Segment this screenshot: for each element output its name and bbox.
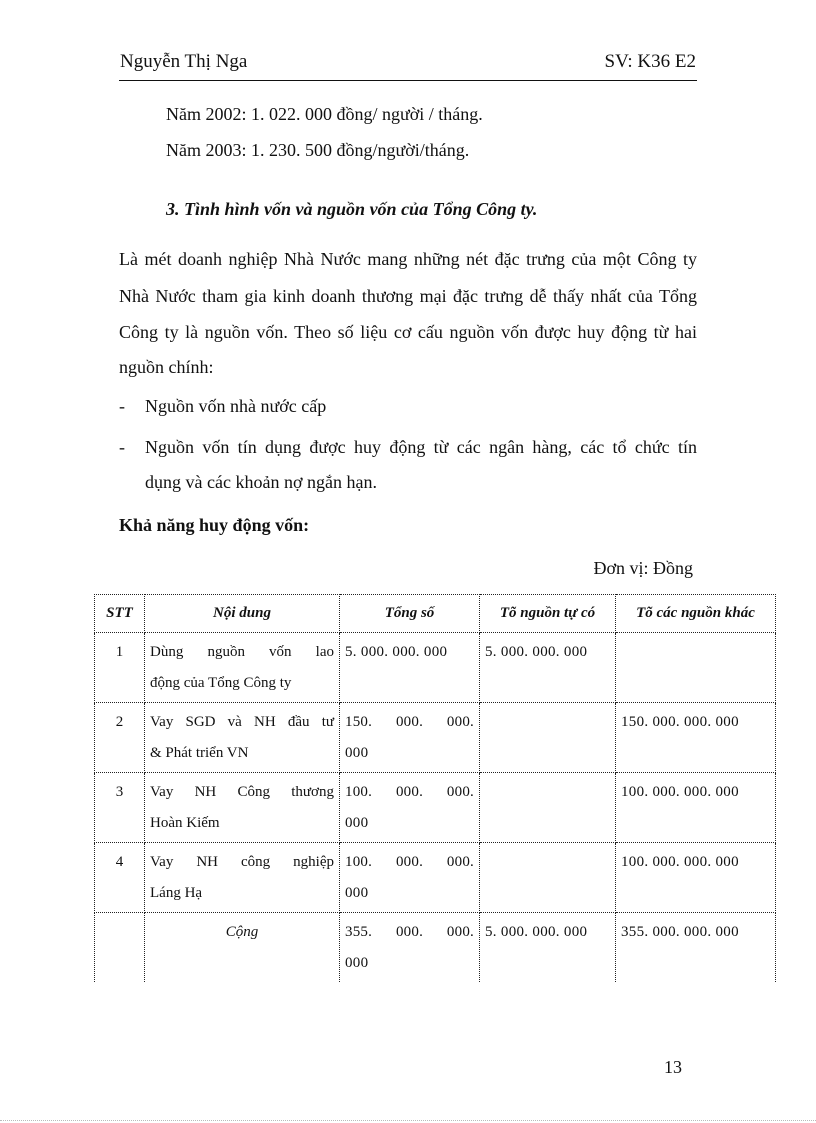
cell-total	[340, 773, 480, 843]
cell-stt: 4	[95, 843, 145, 913]
cell-other: 100. 000. 000. 000	[616, 843, 776, 913]
bullet-dash: -	[119, 437, 125, 457]
cell-total-line: 150. 000. 000.	[345, 714, 474, 730]
cell-total-line: 100. 000. 000.	[345, 784, 474, 800]
bullet-item-credit-line1: Nguồn vốn tín dụng được huy động từ các ngân hàng, các tổ chức tín	[145, 437, 697, 457]
cell-content-line: Dùng nguồn vốn lao	[150, 644, 334, 660]
cell-other: 150. 000. 000. 000	[616, 703, 776, 773]
capital-table	[94, 594, 776, 982]
cell-total-line: 000	[345, 745, 369, 761]
cell-content-line: Vay NH công nghiệp	[150, 854, 334, 870]
table-row	[95, 773, 776, 843]
cell-own: 5. 000. 000. 000	[480, 633, 616, 703]
cell-content	[145, 703, 340, 773]
cell-own	[480, 703, 616, 773]
income-line-2003: Năm 2003: 1. 230. 500 đồng/người/tháng.	[166, 140, 470, 160]
cell-stt: 3	[95, 773, 145, 843]
cell-total-line: 000	[345, 815, 369, 831]
table-row	[95, 703, 776, 773]
cell-stt: 1	[95, 633, 145, 703]
mobilization-heading: Khả năng huy động vốn:	[119, 515, 310, 535]
cell-total-line: 5. 000. 000. 000	[345, 644, 448, 660]
cell-total	[340, 633, 480, 703]
cell-content-line: Láng Hạ	[150, 885, 203, 901]
cell-own	[480, 773, 616, 843]
header-other-source: Tõ các nguồn khác	[616, 595, 776, 633]
cell-total	[340, 703, 480, 773]
table-total-row	[95, 913, 776, 983]
cell-stt: 2	[95, 703, 145, 773]
footer-divider	[0, 1120, 816, 1121]
table-row	[95, 843, 776, 913]
section-title: 3. Tình hình vốn và nguồn vốn của Tổng Công ty.	[166, 199, 538, 219]
cell-content-line: động của Tổng Công ty	[150, 675, 292, 691]
header-stt: STT	[95, 595, 145, 633]
cell-total-line: 000	[345, 885, 369, 901]
paragraph-line: Nhà Nước tham gia kinh doanh thương mại đặc trưng dễ thấy nhất của Tổng	[119, 286, 697, 306]
cell-other: 100. 000. 000. 000	[616, 773, 776, 843]
header-author: Nguyễn Thị Nga	[120, 51, 248, 72]
cell-content	[145, 633, 340, 703]
unit-label: Đơn vị: Đồng	[593, 558, 693, 578]
cell-content-line: & Phát triển VN	[150, 745, 249, 761]
bullet-item-credit-line2: dụng và các khoản nợ ngắn hạn.	[145, 472, 377, 492]
paragraph-line: nguồn chính:	[119, 357, 214, 377]
cell-total-line: 100. 000. 000.	[345, 854, 474, 870]
paragraph-line: Công ty là nguồn vốn. Theo số liệu cơ cấu nguồn vốn được huy động từ hai	[119, 322, 697, 342]
cell-own	[480, 843, 616, 913]
table-row	[95, 633, 776, 703]
header-class-code: SV: K36 E2	[604, 51, 696, 72]
table-header-row	[95, 595, 776, 633]
cell-own: 5. 000. 000. 000	[480, 913, 616, 983]
cell-total	[340, 843, 480, 913]
cell-content	[145, 843, 340, 913]
bullet-dash: -	[119, 396, 125, 416]
cell-content-line: Vay NH Công thương	[150, 784, 334, 800]
header-total: Tổng số	[340, 595, 480, 633]
cell-total	[340, 913, 480, 983]
cell-content	[145, 773, 340, 843]
cell-content-line: Vay SGD và NH đầu tư	[150, 714, 334, 730]
cell-total-label: Cộng	[145, 913, 340, 983]
bullet-item-state-capital: Nguồn vốn nhà nước cấp	[145, 396, 327, 416]
header-content: Nội dung	[145, 595, 340, 633]
cell-other: 355. 000. 000. 000	[616, 913, 776, 983]
page-number: 13	[664, 1057, 682, 1077]
header-divider	[119, 80, 697, 81]
cell-total-line: 000	[345, 955, 369, 971]
paragraph-line: Là mét doanh nghiệp Nhà Nước mang những nét đặc trưng của một Công ty	[119, 249, 697, 269]
income-line-2002: Năm 2002: 1. 022. 000 đồng/ người / tháng.	[166, 104, 483, 124]
header-own-source: Tõ nguồn tự có	[480, 595, 616, 633]
cell-other	[616, 633, 776, 703]
cell-content-line: Hoàn Kiếm	[150, 815, 220, 831]
cell-total-line: 355. 000. 000.	[345, 924, 474, 940]
cell-stt-empty	[95, 913, 145, 983]
